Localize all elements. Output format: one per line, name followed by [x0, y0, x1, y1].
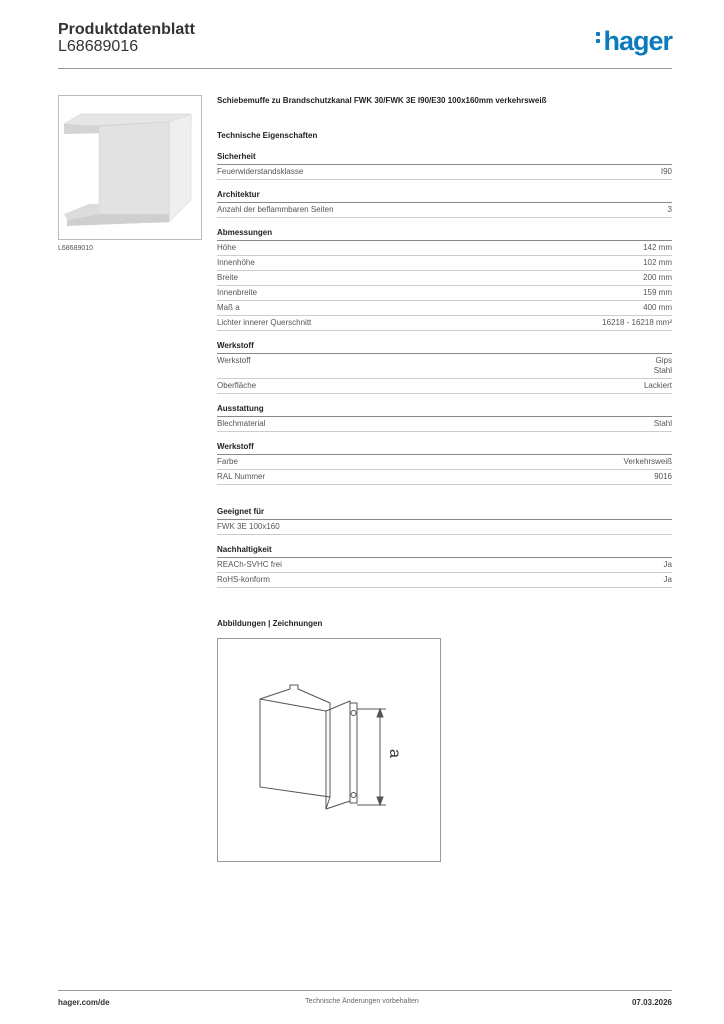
section-werkstoff: [217, 341, 672, 394]
spec-value: Ja: [663, 575, 672, 584]
dimension-label: a: [386, 749, 403, 758]
photo-caption: L68689010: [58, 245, 94, 252]
spec-label: Innenhöhe: [217, 258, 255, 267]
spec-value: 9016: [654, 472, 672, 481]
spec-label: Werkstoff: [217, 356, 251, 365]
spec-label: Anzahl der beflammbaren Seiten: [217, 205, 334, 214]
spec-label: Blechmaterial: [217, 419, 266, 428]
logo-text: hager: [603, 26, 672, 56]
spec-row: [217, 316, 672, 331]
product-photo: [58, 95, 202, 240]
technical-drawing-image: [218, 639, 440, 861]
spec-value: 16218 - 16218 mm²: [602, 318, 672, 327]
spec-value: 142 mm: [643, 243, 672, 252]
section-title: Werkstoff: [217, 341, 672, 354]
section-werkstoff-farbe: [217, 442, 672, 485]
section-title: Abmessungen: [217, 228, 672, 241]
hager-logo: [596, 26, 672, 57]
spec-row: [217, 165, 672, 180]
section-title: Nachhaltigkeit: [217, 545, 672, 558]
section-title: Geeignet für: [217, 507, 672, 520]
footer-disclaimer: Technische Änderungen vorbehalten: [305, 998, 419, 1005]
tech-heading: Technische Eigenschaften: [217, 131, 318, 140]
footer-divider: [58, 990, 672, 991]
technical-drawing: [217, 638, 441, 862]
section-nachhaltigkeit: [217, 545, 672, 588]
spec-value: 400 mm: [643, 303, 672, 312]
spec-value: 3: [667, 205, 672, 214]
section-title: Ausstattung: [217, 404, 672, 417]
spec-value: Ja: [663, 560, 672, 569]
spec-label: Breite: [217, 273, 238, 282]
spec-value: Stahl: [653, 419, 672, 428]
spec-row: [217, 286, 672, 301]
spec-row: [217, 301, 672, 316]
spec-row: [217, 271, 672, 286]
spec-row: [217, 241, 672, 256]
spec-value: 159 mm: [643, 288, 672, 297]
spec-row: [217, 558, 672, 573]
section-geeignet: [217, 507, 672, 535]
spec-value: 102 mm: [643, 258, 672, 267]
header-divider: [58, 68, 672, 69]
spec-value-line: Stahl: [653, 366, 672, 375]
spacer: [217, 485, 672, 497]
section-architektur: [217, 190, 672, 218]
spec-row: [217, 470, 672, 485]
product-code: L68689016: [58, 38, 139, 55]
spec-row: [217, 573, 672, 588]
spec-label: Lichter innerer Querschnitt: [217, 318, 312, 327]
section-title: Sicherheit: [217, 152, 672, 165]
product-title: Schiebemuffe zu Brandschutzkanal FWK 30/FWK 3E I90/E30 100x160mm verkehrsweiß: [217, 96, 547, 105]
spec-label: Innenbreite: [217, 288, 258, 297]
section-title: Werkstoff: [217, 442, 672, 455]
spec-content: [217, 96, 672, 588]
section-ausstattung: [217, 404, 672, 432]
section-title: Architektur: [217, 190, 672, 203]
spec-value: I90: [660, 167, 672, 176]
spec-value: Verkehrsweiß: [623, 457, 672, 466]
spec-row: [217, 354, 672, 379]
spec-label: Maß a: [217, 303, 240, 312]
spec-label: RAL Nummer: [217, 472, 266, 481]
spec-value: 200 mm: [643, 273, 672, 282]
spec-value-line: Gips: [655, 356, 672, 365]
spec-row: [217, 379, 672, 394]
drawings-title: Abbildungen | Zeichnungen: [217, 619, 323, 628]
spec-row: [217, 256, 672, 271]
spec-value: Lackiert: [643, 381, 672, 390]
spec-row: [217, 203, 672, 218]
spec-value: [654, 356, 672, 376]
spec-row: [217, 417, 672, 432]
header-title: Produktdatenblatt: [58, 21, 195, 38]
section-sicherheit: [217, 152, 672, 180]
spec-label: Feuerwiderstandsklasse: [217, 167, 304, 176]
footer-date: 07.03.2026: [631, 998, 672, 1007]
spec-label: REACh-SVHC frei: [217, 560, 282, 569]
footer-website-link[interactable]: hager.com/de: [58, 998, 110, 1007]
spec-label: Höhe: [217, 243, 237, 252]
spec-row: [217, 520, 672, 535]
logo-dots-icon: [596, 32, 601, 46]
spec-label: FWK 3E 100x160: [217, 522, 280, 531]
spec-label: RoHS-konform: [217, 575, 270, 584]
section-abmessungen: [217, 228, 672, 331]
product-photo-image: [59, 96, 201, 239]
spec-label: Farbe: [217, 457, 238, 466]
spec-label: Oberfläche: [217, 381, 257, 390]
spec-row: [217, 455, 672, 470]
